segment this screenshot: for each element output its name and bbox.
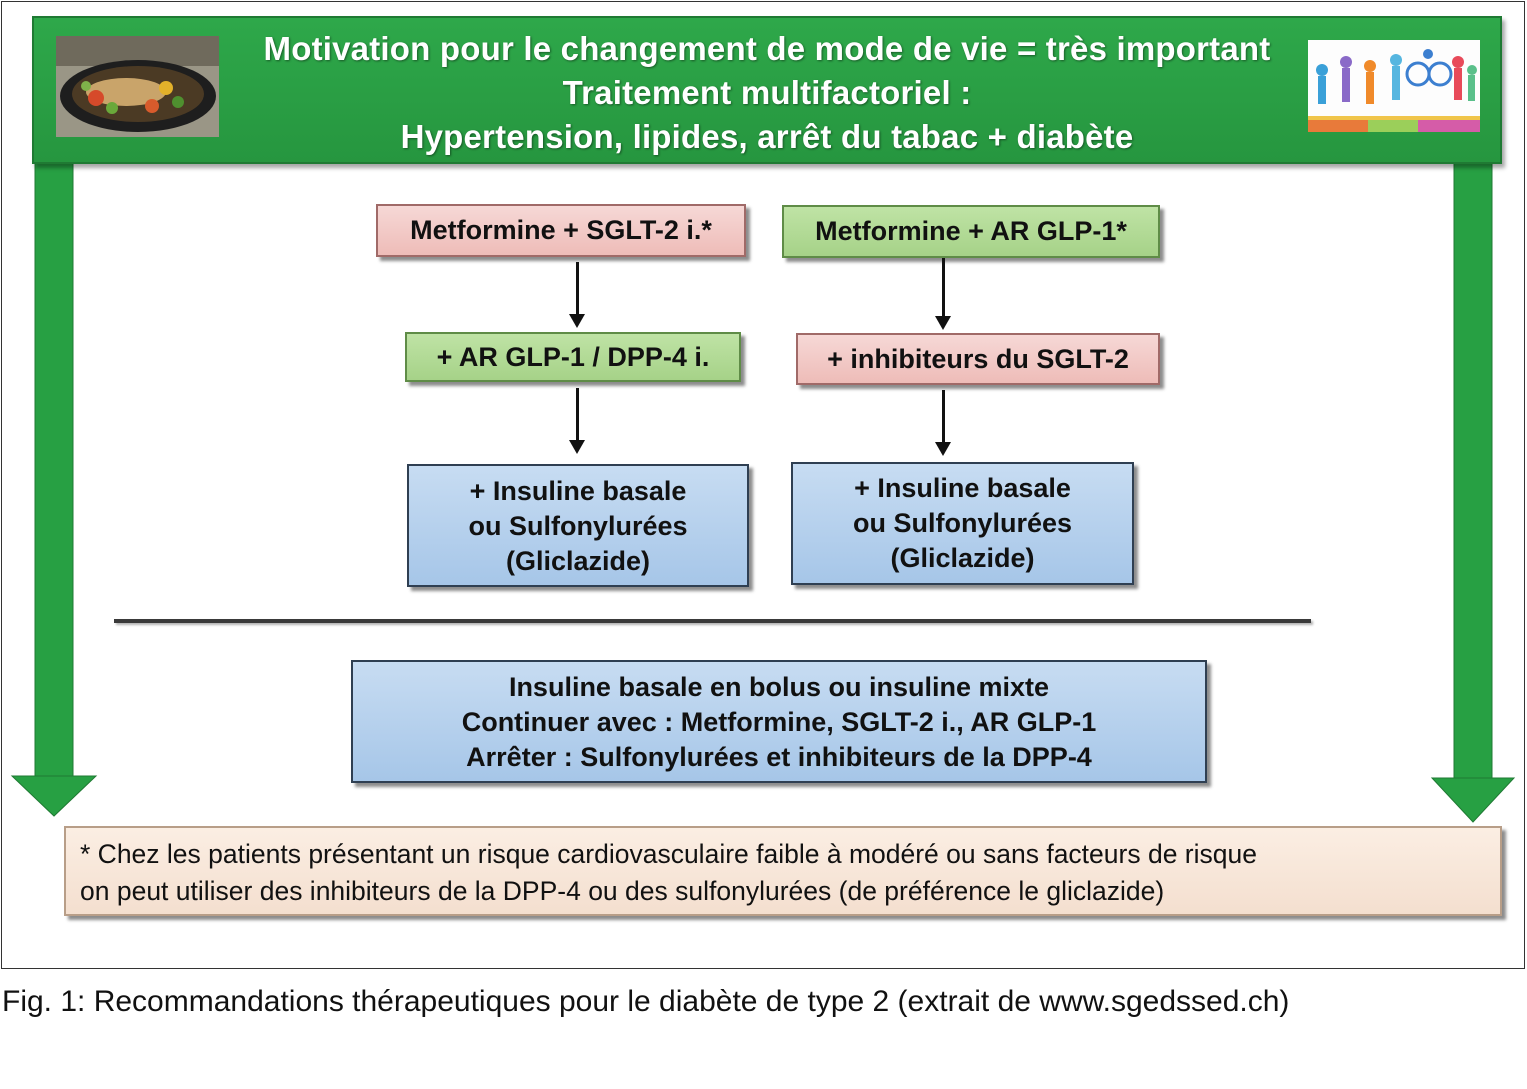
people-exercising-image bbox=[1308, 40, 1480, 132]
left-arrow-2-head bbox=[569, 440, 585, 454]
bottom-insulin-box bbox=[351, 660, 1207, 783]
banner-subtitle: Traitement multifactoriel : bbox=[562, 74, 972, 111]
left-step3-line3: (Gliclazide) bbox=[505, 546, 651, 576]
figure-caption: Fig. 1: Recommandations thérapeutiques pour le diabète de type 2 (extrait de www.sgedssed.ch) bbox=[2, 985, 1290, 1018]
right-arrow-2-head bbox=[935, 442, 951, 456]
left-step2-box bbox=[405, 332, 741, 382]
right-green-arrow bbox=[1432, 160, 1514, 822]
left-step3-box bbox=[407, 464, 749, 587]
footnote-box bbox=[64, 826, 1502, 916]
left-step3-line2: ou Sulfonylurées bbox=[468, 511, 688, 541]
left-step1-label: Metformine + SGLT-2 i.* bbox=[410, 215, 712, 245]
food-dish-image bbox=[56, 36, 219, 137]
right-arrow-2 bbox=[942, 390, 945, 442]
right-step2-box bbox=[796, 333, 1160, 385]
right-step1-label: Metformine + AR GLP-1* bbox=[815, 216, 1127, 246]
left-green-arrow bbox=[12, 160, 96, 816]
right-step3-line2: ou Sulfonylurées bbox=[852, 508, 1073, 538]
separator-line bbox=[114, 619, 1311, 623]
banner-factors: Hypertension, lipides, arrêt du tabac + diabète bbox=[400, 118, 1134, 155]
left-arrow-1-head bbox=[569, 314, 585, 328]
bottom-line2: Continuer avec : Metformine, SGLT-2 i., AR GLP-1 bbox=[461, 707, 1097, 737]
left-step3-line1: + Insuline basale bbox=[469, 476, 687, 506]
bottom-line3: Arrêter : Sulfonylurées et inhibiteurs de la DPP-4 bbox=[466, 742, 1092, 772]
right-step3-line3: (Gliclazide) bbox=[890, 543, 1035, 573]
left-step1-box bbox=[376, 204, 746, 257]
right-step3-line1: + Insuline basale bbox=[854, 473, 1071, 503]
footnote-line2: on peut utiliser des inhibiteurs de la DPP-4 ou des sulfonylurées (de préférence le gliclazide) bbox=[80, 876, 1165, 906]
right-step3-box bbox=[791, 462, 1134, 585]
banner-title: Motivation pour le changement de mode de vie = très important bbox=[263, 30, 1271, 67]
right-arrow-1-head bbox=[935, 316, 951, 330]
header-banner bbox=[32, 16, 1502, 164]
footnote-line1: * Chez les patients présentant un risque cardiovasculaire faible à modéré ou sans facteurs de risque bbox=[80, 839, 1257, 869]
left-step2-label: + AR GLP-1 / DPP-4 i. bbox=[436, 342, 710, 372]
bottom-line1: Insuline basale en bolus ou insuline mixte bbox=[508, 672, 1050, 702]
right-step1-box bbox=[782, 205, 1160, 258]
left-arrow-2 bbox=[576, 388, 579, 440]
right-arrow-1 bbox=[942, 258, 945, 316]
left-arrow-1 bbox=[576, 262, 579, 314]
right-step2-label: + inhibiteurs du SGLT-2 bbox=[827, 344, 1129, 374]
